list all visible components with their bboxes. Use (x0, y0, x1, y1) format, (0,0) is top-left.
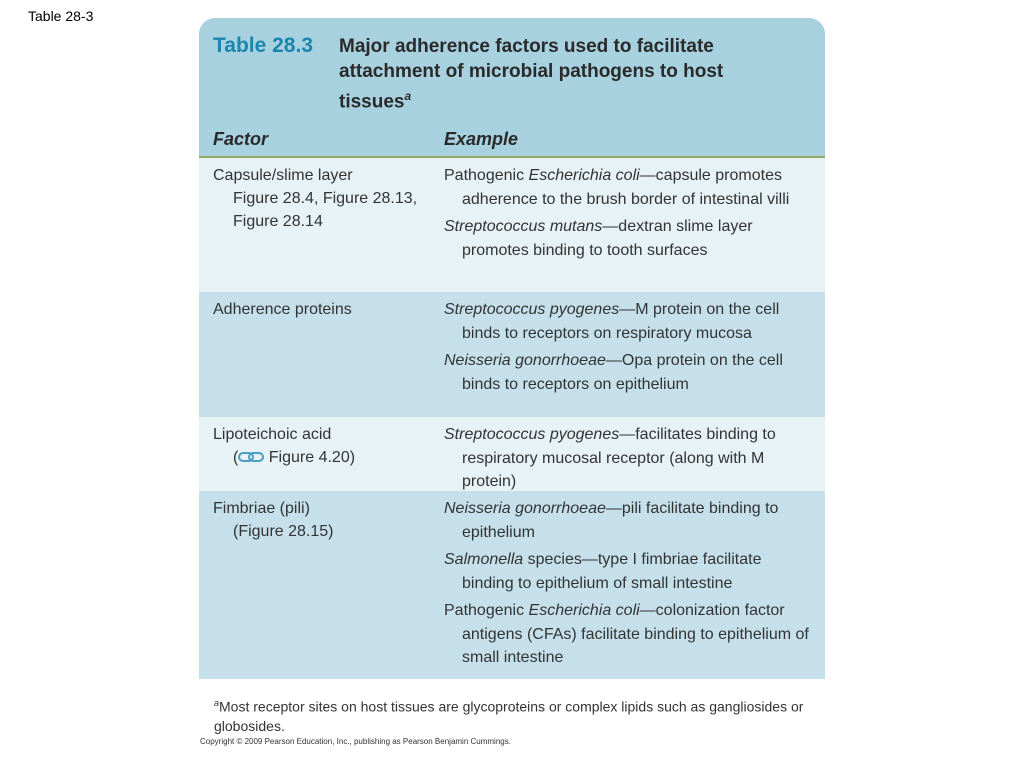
example-text: —capsule promotes adherence to the brush border of intestinal villi (462, 167, 790, 208)
example-text: —Opa protein on the cell binds to receptors on epithelium (462, 352, 783, 393)
example-organism: Neisseria gonorrhoeae (444, 500, 606, 517)
table-title (339, 34, 779, 114)
example-text: —pili facilitate binding to epithelium (462, 500, 779, 541)
copyright-notice: Copyright © 2009 Pearson Education, Inc., publishing as Pearson Benjamin Cummings. (200, 737, 511, 746)
factor-cell (213, 423, 433, 470)
factor-name: Lipoteichoic acid (213, 426, 332, 443)
table-number: Table 28.3 (213, 34, 313, 57)
example-item (444, 423, 816, 494)
example-organism: Streptococcus pyogenes (444, 426, 620, 443)
example-organism: Streptococcus mutans (444, 218, 603, 235)
example-organism: Escherichia coli (528, 602, 640, 619)
example-item (444, 548, 816, 595)
factor-cell (213, 298, 433, 321)
title-footnote-mark: a (404, 89, 412, 103)
footnote-mark: a (214, 698, 220, 708)
example-organism: Escherichia coli (528, 167, 640, 184)
factor-figure-link[interactable]: Figure 4.20) (268, 449, 356, 466)
factor-name: Capsule/slime layer (213, 167, 353, 184)
example-cell (444, 497, 816, 674)
example-text: —M protein on the cell binds to receptors on respiratory mucosa (462, 301, 780, 342)
example-item (444, 215, 816, 262)
example-cell (444, 164, 816, 266)
factor-cell (213, 497, 433, 543)
factor-name: Fimbriae (pili) (213, 500, 310, 517)
example-cell (444, 423, 816, 498)
example-cell (444, 298, 816, 400)
footnote-text: Most receptor sites on host tissues are glycoproteins or complex lipids such as gangliosides or globosides. (214, 698, 804, 734)
example-text: species—type I fimbriae facilitate binding to epithelium of small intestine (462, 551, 762, 592)
factor-cell (213, 164, 433, 233)
example-organism: Salmonella (444, 551, 524, 568)
factor-figure-ref: Figure 28.4, Figure 28.13, Figure 28.14 (233, 190, 418, 230)
table-row-adherence-proteins (199, 292, 825, 417)
slide-label: Table 28-3 (28, 8, 94, 24)
example-organism: Streptococcus pyogenes (444, 301, 620, 318)
example-text: —colonization factor antigens (CFAs) facilitate binding to epithelium of small intestine (462, 602, 809, 666)
example-text: —dextran slime layer promotes binding to tooth surfaces (462, 218, 753, 259)
chain-link-icon[interactable] (238, 447, 264, 470)
table-footnote (214, 694, 814, 736)
table-title-text: Major adherence factors used to facilitate attachment of microbial pathogens to host tissues (339, 36, 724, 113)
factor-paren: ( (233, 449, 239, 466)
column-header-factor: Factor (213, 129, 269, 149)
table-row-capsule (199, 158, 825, 292)
example-item (444, 298, 816, 345)
example-organism: Neisseria gonorrhoeae (444, 352, 606, 369)
example-item (444, 349, 816, 396)
table-card (199, 18, 825, 679)
example-item (444, 164, 816, 211)
example-text: —facilitates binding to respiratory mucosal receptor (along with M protein) (462, 426, 776, 490)
example-prefix: Pathogenic (444, 167, 529, 184)
example-item (444, 599, 816, 670)
factor-figure-ref (213, 446, 433, 470)
factor-figure-ref: (Figure 28.15) (233, 523, 334, 540)
table-row-fimbriae (199, 491, 825, 679)
example-prefix: Pathogenic (444, 602, 529, 619)
example-item (444, 497, 816, 544)
factor-name: Adherence proteins (213, 301, 352, 318)
table-header-row (199, 125, 825, 157)
column-header-example: Example (444, 129, 519, 149)
table-row-lipoteichoic-acid (199, 417, 825, 491)
